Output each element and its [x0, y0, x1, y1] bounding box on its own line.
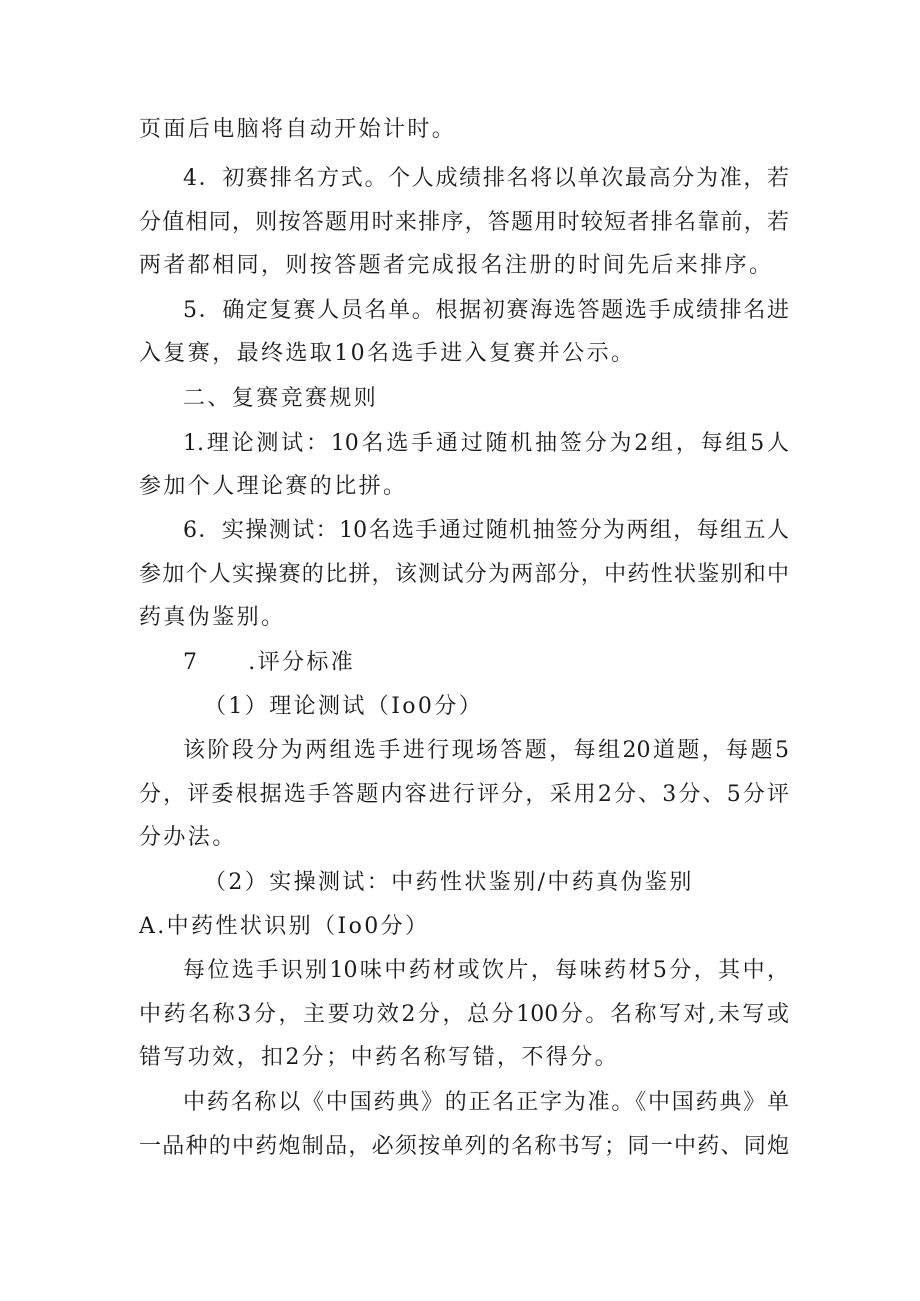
paragraph-line: 两者都相同，则按答题者完成报名注册的时间先后来排序。 — [139, 253, 774, 278]
paragraph-line: 5．确定复赛人员名单。根据初赛海选答题选手成绩排名进 — [183, 298, 789, 323]
paragraph-line: 分，评委根据选手答题内容进行评分，采用2分、3分、5分评 — [139, 782, 789, 807]
paragraph-line: 1.理论测试：10名选手通过随机抽签分为2组，每组5人 — [183, 431, 789, 456]
paragraph-line: 该阶段分为两组选手进行现场答题，每组20道题，每题5 — [183, 738, 789, 763]
section-heading: 7 .评分标准 — [183, 650, 356, 675]
paragraph-line: 4．初赛排名方式。个人成绩排名将以单次最高分为准，若 — [183, 166, 789, 191]
paragraph-line: 中药名称以《中国药典》的正名正字为准。《中国药典》单 — [183, 1090, 789, 1115]
paragraph-line: 6．实操测试：10名选手通过随机抽签分为两组，每组五人 — [183, 518, 789, 543]
paragraph-line: 错写功效，扣2分；中药名称写错，不得分。 — [139, 1045, 619, 1070]
paragraph-line: 每位选手识别10味中药材或饮片，每味药材5分，其中， — [183, 958, 789, 983]
subsection-heading: （1）理论测试（Io0分） — [204, 694, 484, 719]
paragraph-line: 入复赛，最终选取10名选手进入复赛并公示。 — [139, 341, 636, 366]
subsection-heading: A.中药性状识别（Io0分） — [139, 914, 430, 939]
paragraph-line: 参加个人实操赛的比拼，该测试分为两部分，中药性状鉴别和中 — [139, 562, 789, 587]
paragraph-line: 药真伪鉴别。 — [139, 605, 286, 630]
paragraph-line: 参加个人理论赛的比拼。 — [139, 474, 408, 499]
paragraph-line: 分办法。 — [139, 825, 237, 850]
subsection-heading: （2）实操测试：中药性状鉴别/中药真伪鉴别 — [204, 870, 694, 895]
paragraph-line: 分值相同，则按答题用时来排序，答题用时较短者排名靠前，若 — [139, 210, 789, 235]
paragraph-line: 一品种的中药炮制品，必须按单列的名称书写；同一中药、同炮 — [139, 1134, 789, 1159]
section-heading: 二、复赛竞赛规则 — [183, 386, 379, 411]
paragraph-line: 中药名称3分，主要功效2分，总分100分。名称写对,未写或 — [139, 1002, 789, 1027]
paragraph-line: 页面后电脑将自动开始计时。 — [139, 117, 457, 142]
